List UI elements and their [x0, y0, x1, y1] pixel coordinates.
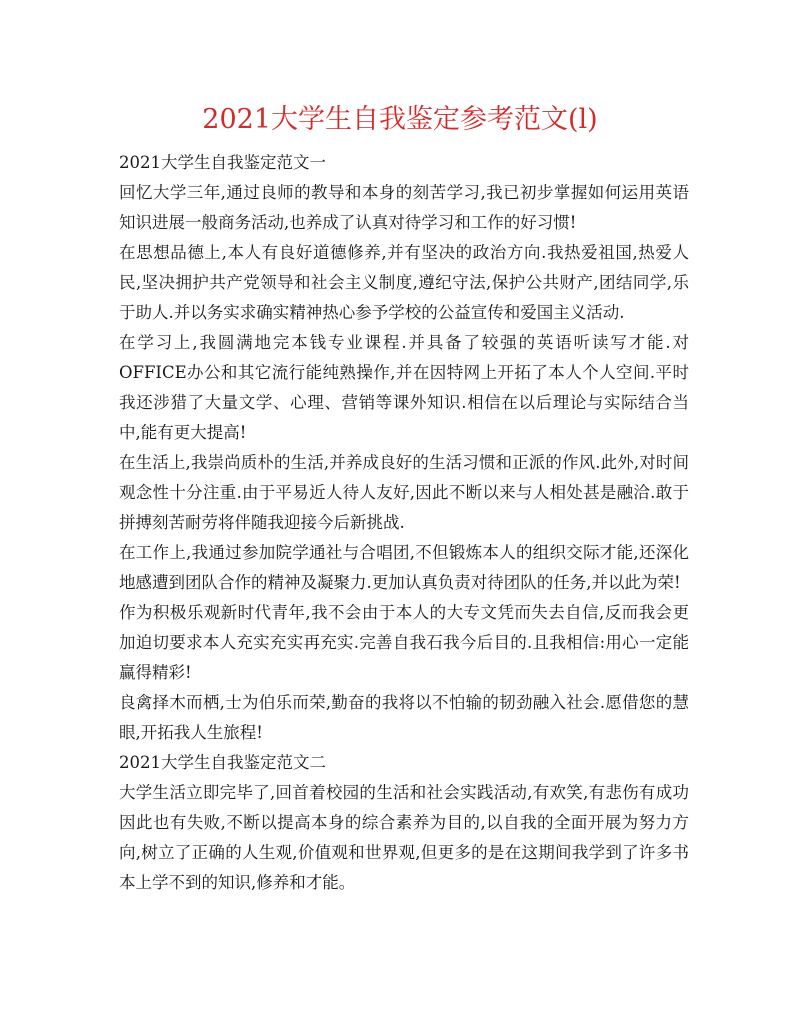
paragraph-work: 在工作上,我通过参加院学通社与合唱团,不但锻炼本人的组织交际才能,还深化地感遭到团队合作的精神及凝聚力.更加认真负责对待团队的任务,并以此为荣! — [119, 543, 689, 592]
document-body — [119, 148, 689, 898]
document-title: 2021大学生自我鉴定参考范文(l) — [202, 104, 598, 135]
paragraph-study: 在学习上,我圆满地完本钱专业课程.并具备了较强的英语听读写才能.对OFFICE办公和其它流行能纯熟操作,并在因特网上开拓了本人个人空间.平时我还涉猎了大量文学、心理、营销等课外知识.相信在以后理论与实际结合当中,能有更大提高! — [119, 333, 689, 442]
paragraph-life: 在生活上,我崇尚质朴的生活,并养成良好的生活习惯和正派的作风.此外,对时间观念性十分注重.由于平易近人待人友好,因此不断以来与人相处甚是融洽.敢于拼搏刻苦耐劳将伴随我迎接今后新挑战. — [119, 453, 689, 532]
paragraph-review: 回忆大学三年,通过良师的教导和本身的刻苦学习,我已初步掌握如何运用英语知识进展一般商务活动,也养成了认真对待学习和工作的好习惯! — [119, 183, 689, 232]
paragraph-university-life: 大学生活立即完毕了,回首着校园的生活和社会实践活动,有欢笑,有悲伤有成功因此也有失败,不断以提高本身的综合素养为目的,以自我的全面开展为努力方向,树立了正确的人生观,价值观和世界观,但更多的是在这期间我学到了许多书本上学不到的知识,修养和才能。 — [119, 783, 689, 892]
section-heading-1: 2021大学生自我鉴定范文一 — [119, 153, 326, 172]
section-heading-2: 2021大学生自我鉴定范文二 — [119, 753, 326, 772]
paragraph-closing: 良禽择木而栖,士为伯乐而荣,勤奋的我将以不怕输的韧劲融入社会.愿借您的慧眼,开拓我人生旅程! — [119, 693, 689, 742]
paragraph-morality: 在思想品德上,本人有良好道德修养,并有坚决的政治方向.我热爱祖国,热爱人民,坚决拥护共产党领导和社会主义制度,遵纪守法,保护公共财产,团结同学,乐于助人.并以务实求确实精神热心参予学校的公益宣传和爱国主义活动. — [119, 243, 689, 322]
paragraph-attitude: 作为积极乐观新时代青年,我不会由于本人的大专文凭而失去自信,反而我会更加迫切要求本人充实充实再充实.完善自我石我今后目的.且我相信:用心一定能赢得精彩! — [119, 603, 689, 682]
